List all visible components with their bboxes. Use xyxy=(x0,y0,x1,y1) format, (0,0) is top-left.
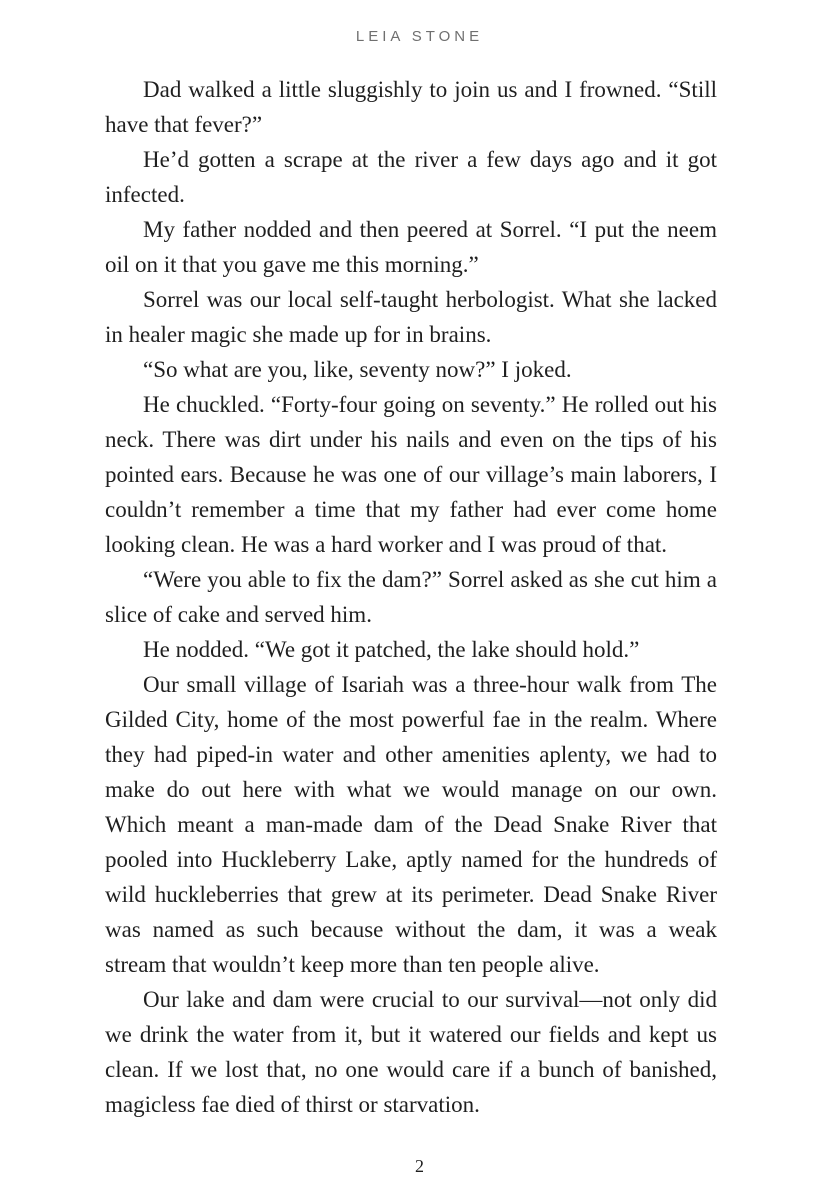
paragraph: Dad walked a little sluggishly to join us and I frowned. “Still have that fever?” xyxy=(105,77,717,137)
paragraph: “Were you able to fix the dam?” Sorrel asked as she cut him a slice of cake and served him. xyxy=(105,567,717,627)
paragraph: Our lake and dam were crucial to our survival—not only did we drink the water from it, but it watered our fields and kept us clean. If we lost that, no one would care if a bunch of banished, magicless fae died of thirst or starvation. xyxy=(105,987,717,1117)
running-head: LEIA STONE xyxy=(355,28,484,45)
paragraph: Sorrel was our local self-taught herbologist. What she lacked in healer magic she made up for in brains. xyxy=(105,287,717,347)
paragraph: He chuckled. “Forty-four going on seventy.” He rolled out his neck. There was dirt under his nails and even on the tips of his pointed ears. Because he was one of our village’s main laborers, I couldn’t remember a time that my father had ever come home looking clean. He was a hard worker and I was proud of that. xyxy=(105,392,717,557)
body-text xyxy=(105,72,717,1122)
paragraph: “So what are you, like, seventy now?” I joked. xyxy=(143,357,572,382)
paragraph: Our small village of Isariah was a three-hour walk from The Gilded City, home of the most powerful fae in the realm. Where they had piped-in water and other amenities aplenty, we had to make do out here with what we would manage on our own. Which meant a man-made dam of the Dead Snake River that pooled into Huckleberry Lake, aptly named for the hundreds of wild huckleberries that grew at its perimeter. Dead Snake River was named as such because without the dam, it was a weak stream that wouldn’t keep more than ten people alive. xyxy=(105,672,717,977)
paragraph: He’d gotten a scrape at the river a few days ago and it got infected. xyxy=(105,147,717,207)
paragraph: He nodded. “We got it patched, the lake should hold.” xyxy=(143,637,640,662)
paragraph: My father nodded and then peered at Sorrel. “I put the neem oil on it that you gave me this morning.” xyxy=(105,217,717,277)
page-number: 2 xyxy=(415,1156,424,1176)
